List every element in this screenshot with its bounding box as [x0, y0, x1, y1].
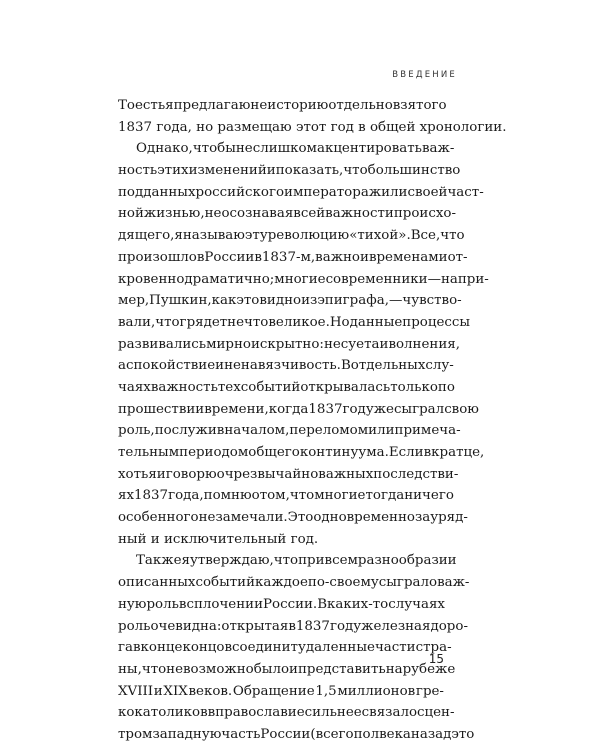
text-line: дящего, я называю эту революцию «тихой». Все, что	[118, 228, 465, 244]
text-line: ный и исключительный год.	[118, 531, 319, 547]
page-number: 15	[428, 652, 444, 666]
text-line: особенного не замечали. Это одновременно зауряд-	[118, 510, 468, 526]
text-line: кровенно драматично; многие современники — напри-	[118, 271, 489, 287]
text-line: тром западную часть России (всего полвека назад это	[118, 726, 475, 742]
text-line: Однако, чтобы не слишком акцентировать важ-	[136, 141, 455, 157]
running-head: ВВЕДЕНИЕ	[392, 70, 457, 80]
text-line: чаях важность тех событий открывалась только по	[118, 379, 455, 395]
text-line: Также я утверждаю, что при всем разнообразии	[136, 553, 457, 569]
text-line: роль, послужив началом, переломом или примеча-	[118, 423, 461, 439]
text-line: а спокойствие и ненавязчивость. В отдельных слу-	[118, 358, 454, 374]
text-line: ях 1837 года, помню о том, что многие тогда ничего	[118, 488, 454, 504]
text-line: прошествии времени, когда 1837 год уже сыграл свою	[118, 401, 479, 417]
text-line: ность этих изменений и показать, что большинство	[118, 163, 461, 179]
text-line: XVIII и XIX веков. Обращение 1,5 миллионов гре-	[118, 683, 444, 699]
text-line: хоть я и говорю о чрезвычайно важных последстви-	[118, 466, 459, 482]
text-line: То есть я предлагаю не историю отдельно взятого	[118, 98, 447, 113]
text-line: кокатоликов в православие сильнее связало с цен-	[118, 705, 455, 721]
text-line: описанных событий каждое по-своему сыграло важ-	[118, 575, 470, 591]
text-line: тельным периодом общего континуума. Если вкратце,	[118, 445, 485, 460]
text-line: подданных российского императора жили своей част-	[118, 184, 484, 200]
text-line: вали, что грядет нечто великое. Но данные процессы	[118, 314, 471, 330]
body-text	[118, 95, 507, 746]
text-line: га в конце концов соединит удаленные части стра-	[118, 640, 452, 656]
text-line: ны, что невозможно было и представить на рубеже	[118, 661, 456, 677]
text-line: роль очевидна: открытая в 1837 году железная доро-	[118, 618, 468, 634]
text-line: 1837 года, но размещаю этот год в общей хронологии.	[118, 119, 507, 135]
text-line: мер, Пушкин, как это видно из эпиграфа, — чувство-	[118, 293, 462, 309]
text-line: ной жизнью, не осознавая всей важности происхо-	[118, 206, 456, 222]
text-line: развивались мирно и скрытно: не суета и волнения,	[118, 336, 460, 352]
text-line: ную роль в сплочении России. В каких-то случаях	[118, 596, 445, 612]
text-line: произошло в России в 1837-м, важно и временами от-	[118, 249, 468, 265]
